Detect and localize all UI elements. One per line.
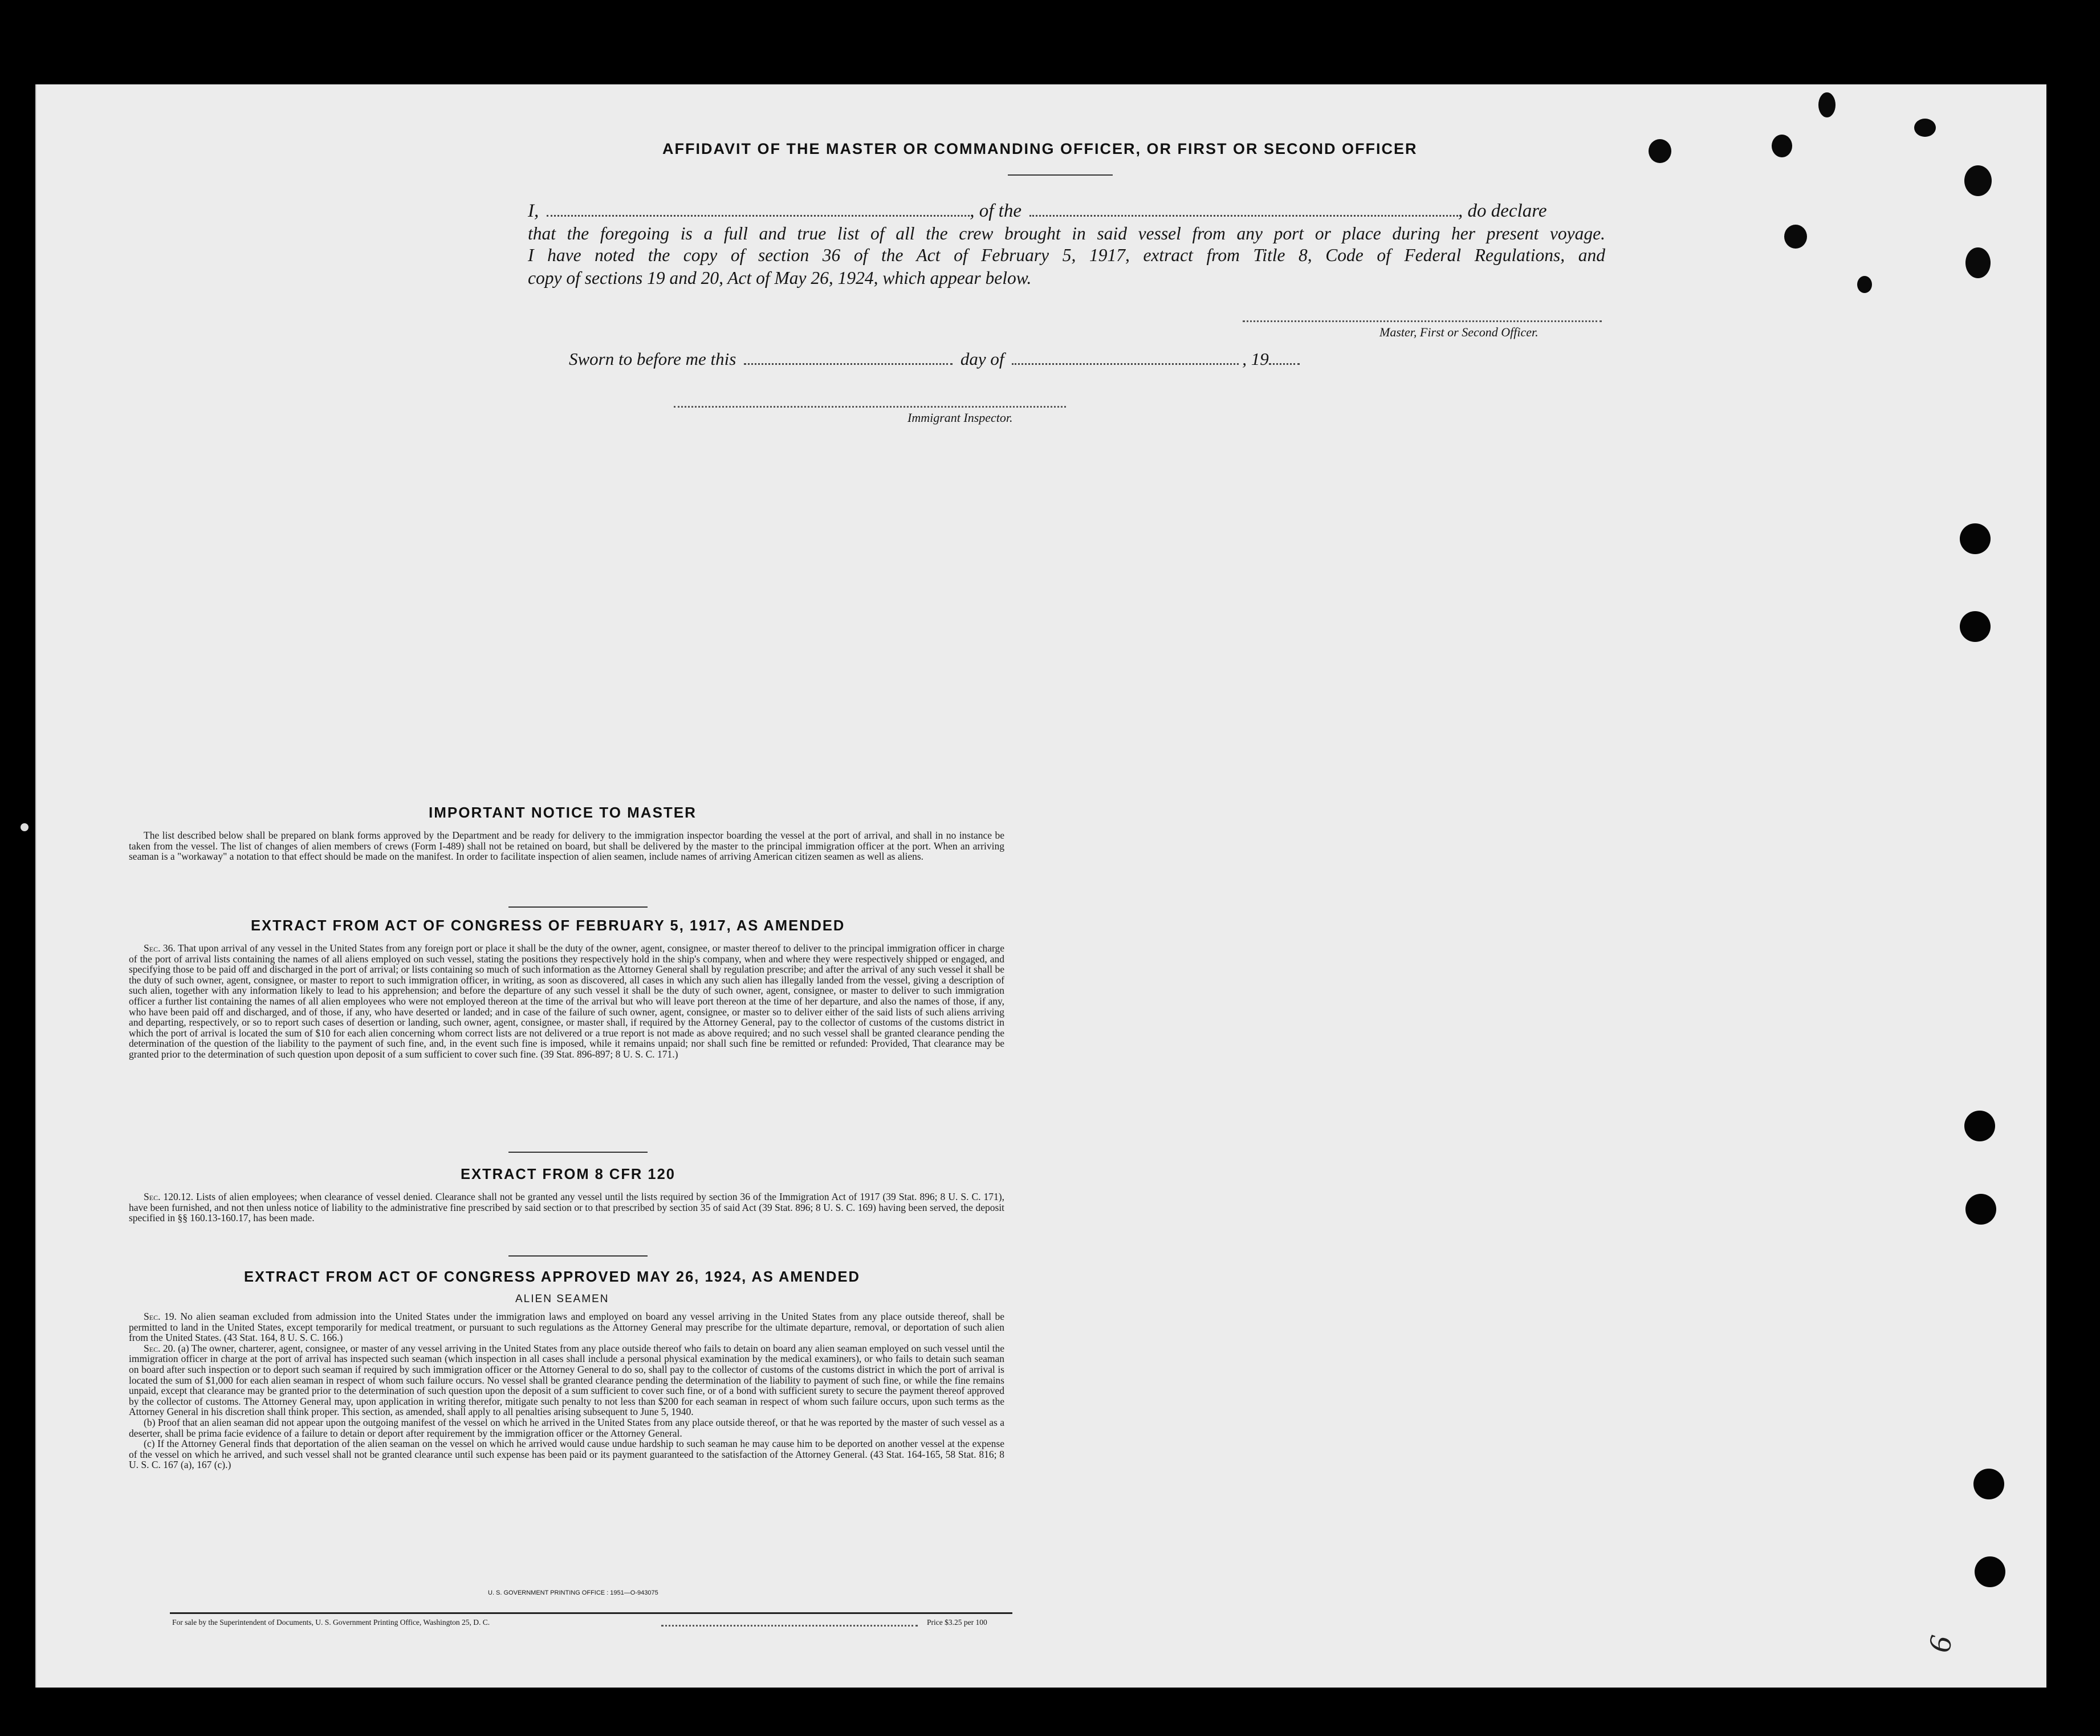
sworn-prefix: Sworn to before me this xyxy=(569,349,736,369)
notice-text: The list described below shall be prepared on blank forms approved by the Department and be ready for delivery to the immigration inspector boarding the vessel at the port of arrival, and shall in no instance be taken from the vessel. The list of changes of alien members of crews (Form I-489) shall not be retained on board, but shall be delivered by the master to the principal immigration officer at the port. When an arriving seaman is a "workaway" a notation to that effect should be made on the manifest. In order to facilitate inspection of alien seamen, include names of arriving American citizen seamen as well as aliens. xyxy=(129,830,1004,863)
sworn-line xyxy=(569,349,1300,369)
ink-mark xyxy=(21,823,29,831)
sec-120-text: Lists of alien employees; when clearance of vessel denied. Clearance shall not be granted any vessel until the lists required by section 36 of the Immigration Act of 1917 (39 Stat. 896; 8 U. S. C. 171), have been furnished, and not then unless notice of liability to the administrative fine prescribed by said section or to that prescribed by section 35 of said Act (39 Stat. 896; 8 U. S. C. 169) having been served, the deposit specified in §§ 160.13-160.17, has been made. xyxy=(129,1191,1005,1224)
ink-mark xyxy=(1649,139,1671,163)
notice-title: IMPORTANT NOTICE TO MASTER xyxy=(429,804,697,821)
punch-hole xyxy=(1964,1111,1995,1141)
declaration-line-4: copy of sections 19 and 20, Act of May 26, 1924, which appear below. xyxy=(528,268,1032,288)
declaration-line-2: that the foregoing is a full and true list of all the crew brought in said vessel from any port or place during her present voyage. xyxy=(528,223,1605,243)
master-signature-line[interactable] xyxy=(1243,320,1602,322)
alien-seamen-subtitle: ALIEN SEAMEN xyxy=(515,1293,609,1305)
ink-mark xyxy=(1965,247,1991,278)
sworn-day-blank[interactable] xyxy=(744,363,953,365)
extract-cfr-divider xyxy=(508,1255,648,1257)
sworn-year-blank[interactable] xyxy=(1269,363,1300,365)
sec-20a-paragraph xyxy=(129,1343,1004,1417)
ink-mark xyxy=(1857,276,1872,293)
title-divider xyxy=(1008,174,1113,176)
sec-20a-text: (a) The owner, charterer, agent, consignee, or master of any vessel arriving in the United States from any place outside thereof who fails to detain on board any alien seaman employed on such vessel until the immigration officer in charge at the port of arrival has inspected such seaman (which inspection in all cases shall include a personal physical examination by the medical examiners), or who fails to detain such seaman on board after such inspection or to deport such seaman if required by such immigration officer or the Attorney General to do so, shall pay to the collector of customs of the customs district in which the port of arrival is located the sum of $1,000 for each alien seaman in respect of whom such failure occurs. No vessel shall be granted clearance pending the determination of the liability to payment of such fine, or while the fine remains unpaid, except that clearance may be granted prior to the determination of such question upon the deposit of a sum sufficient to cover such fine, or of a bond with sufficient surety to secure the payment thereof approved by the collector of customs. The Attorney General may, upon application in writing therefor, mitigate such penalty to not less than $200 for each seaman in respect of whom such failure occurs, upon such terms as the Attorney General in his discretion shall think proper. This section, as amended, shall apply to all penalties arising subsequent to June 5, 1940. xyxy=(129,1342,1004,1418)
inspector-signature-line[interactable] xyxy=(674,406,1066,408)
notice-body xyxy=(129,830,1004,862)
footer-sale-notice: For sale by the Superintendent of Documents, U. S. Government Printing Office, Washington 25, D. C. xyxy=(172,1618,490,1627)
sec-36-text: That upon arrival of any vessel in the United States from any foreign port or place it shall be the duty of the owner, agent, consignee, or master thereof to deliver to the principal immigration officer in charge of the port of arrival lists containing the names of all aliens employed on such vessel, stating the positions they respectively hold in the ship's company, when and where they were respectively shipped or engaged, and specifying those to be paid off and discharged in the port of arrival; or lists containing so much of such information as the Attorney General shall by regulation prescribe; and after the arrival of any such vessel it shall be the duty of such owner, agent, consignee, or master to report to such immigration officer, in writing, as soon as discovered, all cases in which any such alien has illegally landed from the vessel, giving a description of such alien, together with any information likely to lead to his apprehension; and before the departure of any such vessel it shall be the duty of such owner, agent, consignee, or master to deliver to such immigration officer a further list containing the names of all alien employees who were not employed thereon at the time of the arrival but who will leave port thereon at the time of her departure, and also the names of those, if any, who have been paid off and discharged, and of those, if any, who have deserted or landed; and in case of the failure of such owner, agent, consignee, or master so to deliver either of the said lists of such aliens arriving and departing, respectively, or so to report such cases of desertion or landing, such owner, agent, consignee, or master shall, if required by the Attorney General, pay to the collector of customs of the customs district in which the port of arrival is located the sum of $10 for each alien concerning whom correct lists are not delivered or a true report is not made as above required; and no such vessel shall be granted clearance pending the determination of the question of the liability to the payment of such fine, and, in the event such fine is imposed, while it remains unpaid; nor shall such fine be remitted or refunded: Provided, That clearance may be granted prior to the determination of such question upon deposit of a sum sufficient to cover such fine. (39 Stat. 896-897; 8 U. S. C. 171.) xyxy=(129,942,1004,1060)
punch-hole xyxy=(1960,611,1991,642)
ink-mark xyxy=(1818,92,1836,117)
sec-120-label: Sec. 120.12. xyxy=(144,1191,193,1202)
extract-1924-title: EXTRACT FROM ACT OF CONGRESS APPROVED MAY 26, 1924, AS AMENDED xyxy=(244,1269,860,1285)
extract-1924-body xyxy=(129,1311,1004,1470)
declaration-i-label: I, xyxy=(528,201,539,221)
sec-20c-paragraph: (c) If the Attorney General finds that deportation of the alien seaman on the vessel on which he arrived would cause undue hardship to such seaman he may cause him to be deported on another vessel at the expense of the vessel on which he arrived, and such vessel shall not be granted clearance until such expense has been paid or its payment guaranteed to the satisfaction of the Attorney General. (43 Stat. 164-165, 58 Stat. 816; 8 U. S. C. 167 (a), 167 (c).) xyxy=(129,1438,1004,1471)
footer-leader-dots xyxy=(661,1625,918,1627)
vessel-blank[interactable] xyxy=(1029,215,1458,217)
punch-hole xyxy=(1965,1194,1996,1225)
sec-36-label: Sec. 36. xyxy=(144,942,176,954)
name-blank[interactable] xyxy=(547,215,970,217)
extract-1917-divider xyxy=(508,1152,648,1153)
inspector-caption: Immigrant Inspector. xyxy=(907,410,1013,425)
printer-imprint: U. S. GOVERNMENT PRINTING OFFICE : 1951—O-943075 xyxy=(488,1589,658,1596)
extract-1917-body xyxy=(129,943,1004,1060)
extract-cfr-title: EXTRACT FROM 8 CFR 120 xyxy=(461,1166,675,1182)
ink-mark xyxy=(1964,165,1992,196)
sec-120-paragraph xyxy=(129,1192,1004,1223)
sec-19-paragraph xyxy=(129,1311,1004,1343)
notice-divider xyxy=(508,906,648,908)
handwritten-page-number: 6 xyxy=(1922,1633,1959,1656)
extract-1917-title: EXTRACT FROM ACT OF CONGRESS OF FEBRUARY 5, 1917, AS AMENDED xyxy=(251,918,845,934)
punch-hole xyxy=(1975,1556,2005,1587)
sec-19-label: Sec. 19. xyxy=(144,1311,177,1322)
sec-20b-paragraph: (b) Proof that an alien seaman did not appear upon the outgoing manifest of the vessel on which he arrived in the United States from any place outside thereof, or that he was reported by the master of such vessel as a deserter, shall be prima facie evidence of a failure to detain or deport after requirement by the immigration officer or the Attorney General. xyxy=(129,1416,1004,1439)
sworn-year-label: , 19 xyxy=(1242,349,1269,369)
declaration-line-3: I have noted the copy of section 36 of the Act of February 5, 1917, extract from Title 8, Code of Federal Regulations, and xyxy=(528,245,1605,265)
sworn-day-of: day of xyxy=(960,349,1004,369)
sec-20-label: Sec. 20. xyxy=(144,1342,176,1354)
master-signature-caption: Master, First or Second Officer. xyxy=(1379,325,1539,339)
sec-19-text: No alien seaman excluded from admission into the United States under the immigration laws and employed on board any vessel arriving in the United States from any place outside thereof, shall be permitted to land in the United States, except temporarily for medical treatment, or pursuant to such regulations as the Attorney General may prescribe for the ultimate departure, removal, or deportation of such alien from the United States. (43 Stat. 164, 8 U. S. C. 166.) xyxy=(129,1311,1005,1344)
declaration-line-1 xyxy=(528,201,1605,222)
sec-36-paragraph xyxy=(129,943,1004,1060)
sworn-month-blank[interactable] xyxy=(1012,363,1239,365)
of-the-label: , of the xyxy=(970,201,1021,221)
punch-hole xyxy=(1960,523,1991,554)
ink-mark xyxy=(1784,225,1807,249)
ink-mark xyxy=(1914,119,1936,137)
footer-price: Price $3.25 per 100 xyxy=(927,1618,987,1627)
ink-mark xyxy=(1772,135,1792,157)
extract-cfr-body xyxy=(129,1192,1004,1223)
do-declare-label: , do declare xyxy=(1458,201,1547,221)
affidavit-title: AFFIDAVIT OF THE MASTER OR COMMANDING OFFICER, OR FIRST OR SECOND OFFICER xyxy=(662,140,1418,157)
footer-rule xyxy=(170,1612,1012,1614)
punch-hole xyxy=(1973,1469,2004,1499)
